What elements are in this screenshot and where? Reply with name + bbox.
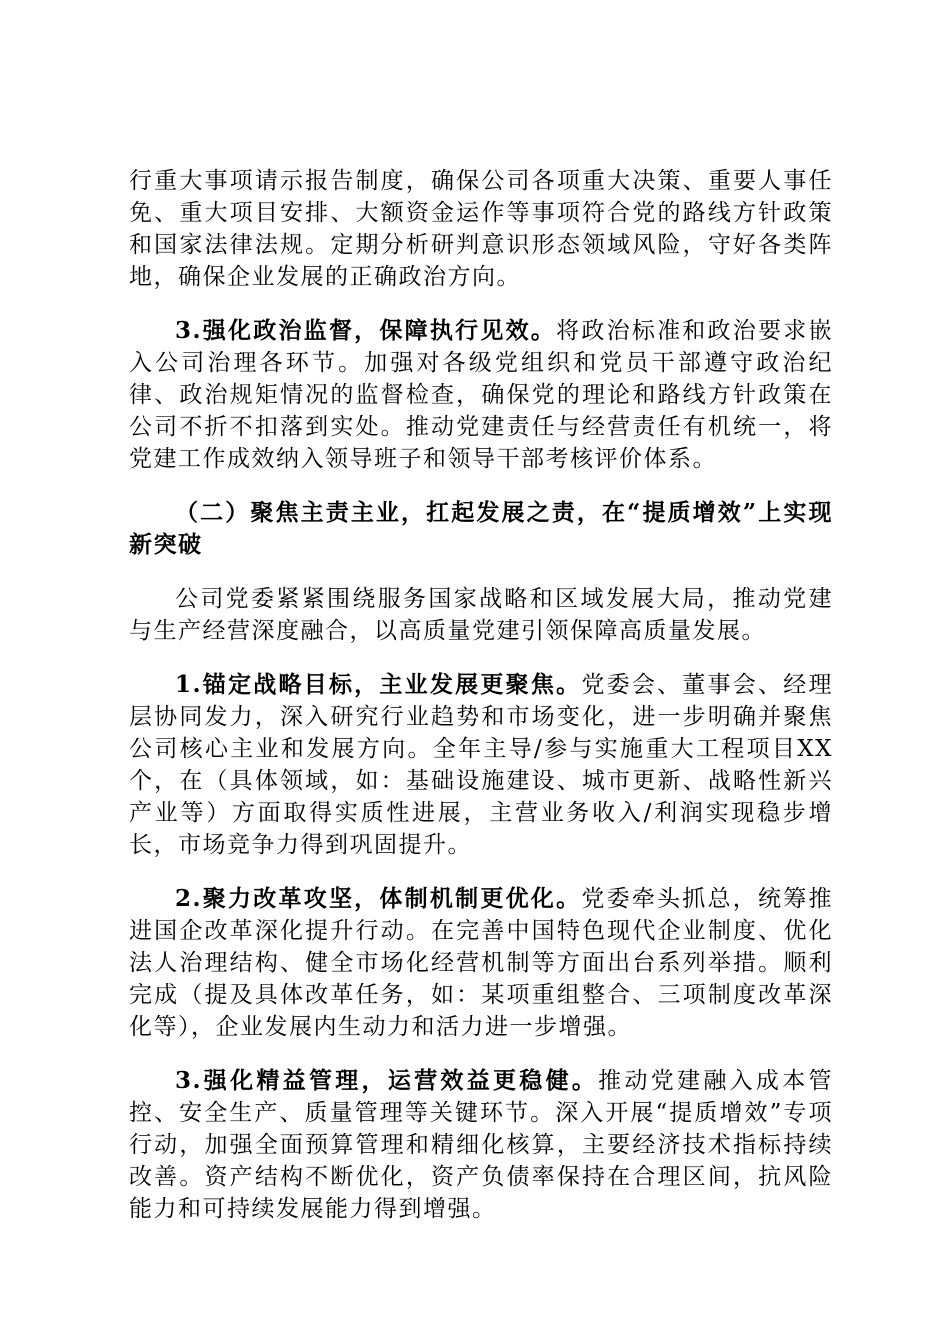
paragraph-continuation xyxy=(129,165,833,293)
section-heading: （二）聚焦主责主业，扛起发展之责，在“提质增效”上实现新突破 xyxy=(129,499,833,558)
paragraph-text: 推动党建融入成本管控、安全生产、质量管理等关键环节。深入开展“提质增效”专项行动，加强全面预算管理和精细化核算，主要经济技术指标持续改善。资产结构不断优化，资产负债率保持在合理区间，抗风险能力和可持续发展能力得到增强。 xyxy=(129,1068,833,1222)
paragraph-text: 公司党委紧紧围绕服务国家战略和区域发展大局，推动党建与生产经营深度融合，以高质量党建引领保障高质量发展。 xyxy=(129,586,833,644)
paragraph-lead: 1.锚定战略目标，主业发展更聚焦。 xyxy=(175,671,582,698)
paragraph-text: 党委会、董事会、经理层协同发力，深入研究行业趋势和市场变化，进一步明确并聚焦公司核心主业和发展方向。全年主导/参与实施重大工程项目XX个，在（具体领域，如：基础设施建设、城市更新、战略性新兴产业等）方面取得实质性进展，主营业务收入/利润实现稳步增长，市场竞争力得到巩固提升。 xyxy=(129,672,833,858)
paragraph-lead: 3.强化精益管理，运营效益更稳健。 xyxy=(175,1067,599,1094)
paragraph-political-supervision xyxy=(129,315,833,475)
paragraph-lean-management xyxy=(129,1065,833,1225)
paragraph-reform xyxy=(129,883,833,1043)
paragraph-text: 行重大事项请示报告制度，确保公司各项重大决策、重要人事任免、重大项目安排、大额资金运作等事项符合党的路线方针政策和国家法律法规。定期分析研判意识形态领域风险，守好各类阵地，确保企业发展的正确政治方向。 xyxy=(129,168,833,290)
paragraph-section-intro xyxy=(129,583,833,647)
paragraph-strategic-goals xyxy=(129,669,833,861)
paragraph-lead: 3.强化政治监督，保障执行见效。 xyxy=(175,317,557,344)
paragraph-lead: 2.聚力改革攻坚，体制机制更优化。 xyxy=(175,885,582,912)
document-page xyxy=(129,165,833,1247)
paragraph-text: 党委牵头抓总，统筹推进国企改革深化提升行动。在完善中国特色现代企业制度、优化法人治理结构、健全市场化经营机制等方面出台系列举措。顺利完成（提及具体改革任务，如：某项重组整合、三项制度改革深化等），企业发展内生动力和活力进一步增强。 xyxy=(129,886,833,1040)
paragraph-text: 将政治标准和政治要求嵌入公司治理各环节。加强对各级党组织和党员干部遵守政治纪律、政治规矩情况的监督检查，确保党的理论和路线方针政策在公司不折不扣落到实处。推动党建责任与经营责任有机统一，将党建工作成效纳入领导班子和领导干部考核评价体系。 xyxy=(129,318,834,472)
